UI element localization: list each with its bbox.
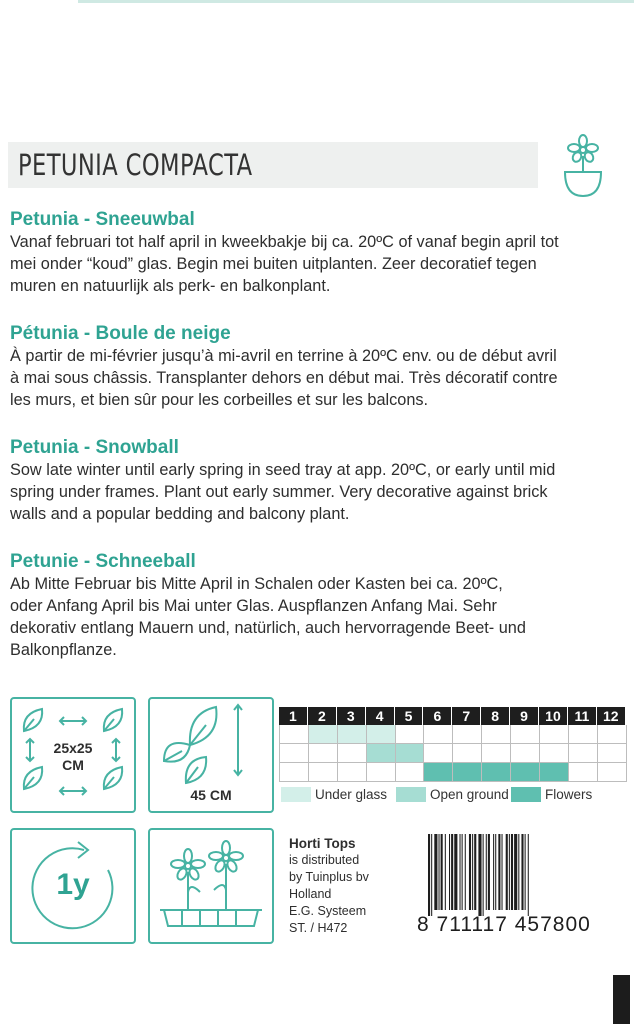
legend-label: Open ground (430, 787, 509, 802)
calendar-cell (424, 744, 453, 762)
section-line: Ab Mitte Februar bis Mitte April in Schalen oder Kasten bei ca. 20ºC, (10, 575, 503, 593)
section-heading: Petunia - Sneeuwbal (10, 209, 195, 230)
calendar-month-header (279, 707, 627, 725)
calendar-cell (482, 744, 511, 762)
legend-open-ground (396, 787, 509, 802)
calendar-cell (511, 744, 540, 762)
brand-name: Horti Tops (289, 836, 356, 851)
calendar-cell (598, 763, 627, 781)
calendar-row (279, 744, 627, 763)
legend-label: Flowers (545, 787, 593, 802)
barcode-bar (521, 834, 523, 910)
barcode-bar (514, 834, 517, 910)
barcode-bar (428, 834, 430, 916)
calendar-month-10: 10 (539, 707, 568, 725)
calendar-row (279, 763, 627, 782)
legend-label: Under glass (315, 787, 388, 802)
section-dutch (10, 208, 630, 297)
calendar-cell (367, 763, 396, 781)
barcode-bar (498, 834, 500, 910)
calendar-cell (424, 725, 453, 743)
calendar-cell (396, 725, 425, 743)
barcode-bar (431, 834, 432, 916)
calendar-cell (511, 725, 540, 743)
barcode-bar (434, 834, 437, 910)
lifecycle-box (10, 828, 136, 944)
legend-under-glass (281, 787, 387, 802)
spacing-label-top: 25x25 (53, 740, 93, 756)
calendar-month-6: 6 (423, 707, 452, 725)
section-line: Sow late winter until early spring in seed tray at app. 20ºC, or early until mid (10, 461, 556, 479)
spacing-box (10, 697, 136, 813)
calendar-cell (540, 744, 569, 762)
sowing-calendar (279, 707, 627, 782)
section-line: mei onder “koud” glas. Begin mei buiten uitplanten. Zeer decoratief tegen (10, 255, 537, 273)
calendar-cell (338, 744, 367, 762)
calendar-cell (569, 725, 598, 743)
calendar-cell (367, 725, 396, 743)
calendar-cell (569, 763, 598, 781)
calendar-cell (482, 763, 511, 781)
section-line: oder Anfang April bis Mai unter Glas. Auspflanzen Anfang Mai. Sehr (10, 597, 497, 615)
section-french (10, 322, 630, 411)
top-rule (78, 0, 634, 3)
barcode-bar (474, 834, 476, 910)
legend-swatch (281, 787, 311, 802)
section-line: muren en natuurlijk als perk- en balkonplant. (10, 277, 331, 295)
section-line: Vanaf februari tot half april in kweekbakje bij ca. 20ºC of vanaf begin april tot (10, 233, 559, 251)
calendar-month-1: 1 (279, 707, 308, 725)
height-box (148, 697, 274, 813)
barcode-bar (460, 834, 461, 910)
barcode-bar (483, 834, 484, 916)
section-line: à mai sous châssis. Transplanter dehors en début mai. Très décoratif contre (10, 369, 558, 387)
barcode-bar (472, 834, 473, 910)
barcode-bar (451, 834, 453, 910)
section-english (10, 436, 630, 525)
product-title: PETUNIA COMPACTA (18, 148, 253, 182)
calendar-month-11: 11 (568, 707, 597, 725)
calendar-cell (569, 744, 598, 762)
barcode-bar (469, 834, 471, 910)
height-label: 45 CM (190, 787, 232, 803)
spacing-label-bottom: CM (62, 757, 84, 773)
calendar-cell (309, 744, 338, 762)
calendar-cell (540, 725, 569, 743)
section-line: spring under frames. Plant out early summer. Very decorative against brick (10, 483, 548, 501)
barcode-bar (528, 834, 529, 916)
calendar-month-8: 8 (481, 707, 510, 725)
calendar-month-9: 9 (510, 707, 539, 725)
calendar-cell (598, 744, 627, 762)
barcode-bar (518, 834, 519, 910)
barcode-icon (428, 834, 620, 916)
legend-flowers (511, 787, 592, 802)
barcode-bar (439, 834, 440, 910)
section-line: Balkonpflanze. (10, 641, 117, 659)
section-heading: Petunie - Schneeball (10, 551, 196, 572)
calendar-cell (482, 725, 511, 743)
calendar-month-12: 12 (597, 707, 626, 725)
barcode-bar (502, 834, 503, 910)
seedling-tray-icon (150, 830, 272, 942)
calendar-cell (424, 763, 453, 781)
calendar-cell (511, 763, 540, 781)
section-line: À partir de mi-février jusqu’à mi-avril en terrine à 20ºC env. ou de début avril (10, 347, 557, 365)
corner-bar (613, 975, 630, 1024)
section-german (10, 550, 630, 661)
distributor-info (289, 835, 369, 937)
calendar-cell (453, 744, 482, 762)
calendar-cell (338, 763, 367, 781)
barcode-bar (525, 834, 526, 910)
calendar-cell (309, 763, 338, 781)
lifecycle-label: 1y (56, 868, 90, 901)
calendar-cell (280, 744, 309, 762)
calendar-cell (280, 725, 309, 743)
barcode-bar (449, 834, 450, 910)
calendar-cell (396, 744, 425, 762)
section-line: dekorativ entlang Mauern und, natürlich, auch hervorragende Beet- und (10, 619, 526, 637)
section-heading: Petunia - Snowball (10, 437, 179, 458)
calendar-month-5: 5 (395, 707, 424, 725)
calendar-cell (453, 725, 482, 743)
barcode-bar (478, 834, 481, 916)
calendar-cell (453, 763, 482, 781)
section-line: les murs, et bien sûr pour les corbeilles et sur les balcons. (10, 391, 429, 409)
barcode-bar (488, 834, 490, 910)
calendar-month-2: 2 (308, 707, 337, 725)
calendar-cell (540, 763, 569, 781)
barcode-digits: 8 711117 457800 (417, 913, 591, 936)
calendar-cell (598, 725, 627, 743)
barcode-bar (493, 834, 494, 910)
distributor-line: by Tuinplus bv (289, 870, 369, 884)
barcode-bar (511, 834, 513, 910)
calendar-cell (396, 763, 425, 781)
planting-box (148, 828, 274, 944)
barcode-bar (454, 834, 457, 910)
calendar-cell (338, 725, 367, 743)
calendar-cell (367, 744, 396, 762)
calendar-cell (309, 725, 338, 743)
barcode-bar (506, 834, 508, 910)
calendar-month-4: 4 (366, 707, 395, 725)
legend-swatch (511, 787, 541, 802)
barcode-bar (509, 834, 510, 910)
distributor-line: is distributed (289, 853, 360, 867)
calendar-month-3: 3 (337, 707, 366, 725)
distributor-line: Holland (289, 887, 332, 901)
barcode-bar (486, 834, 487, 910)
section-heading: Pétunia - Boule de neige (10, 323, 231, 344)
calendar-row (279, 725, 627, 744)
legend-swatch (396, 787, 426, 802)
barcode-bar (441, 834, 443, 910)
potted-flower-icon (558, 132, 608, 198)
barcode-bar (495, 834, 496, 910)
barcode-bar (465, 834, 466, 910)
calendar-cell (280, 763, 309, 781)
section-line: walls and a popular bedding and balcony plant. (10, 505, 350, 523)
barcode-bar (462, 834, 463, 910)
calendar-month-7: 7 (452, 707, 481, 725)
distributor-line: ST. / H472 (289, 921, 348, 935)
distributor-line: E.G. Systeem (289, 904, 367, 918)
barcode-bar (445, 834, 446, 910)
